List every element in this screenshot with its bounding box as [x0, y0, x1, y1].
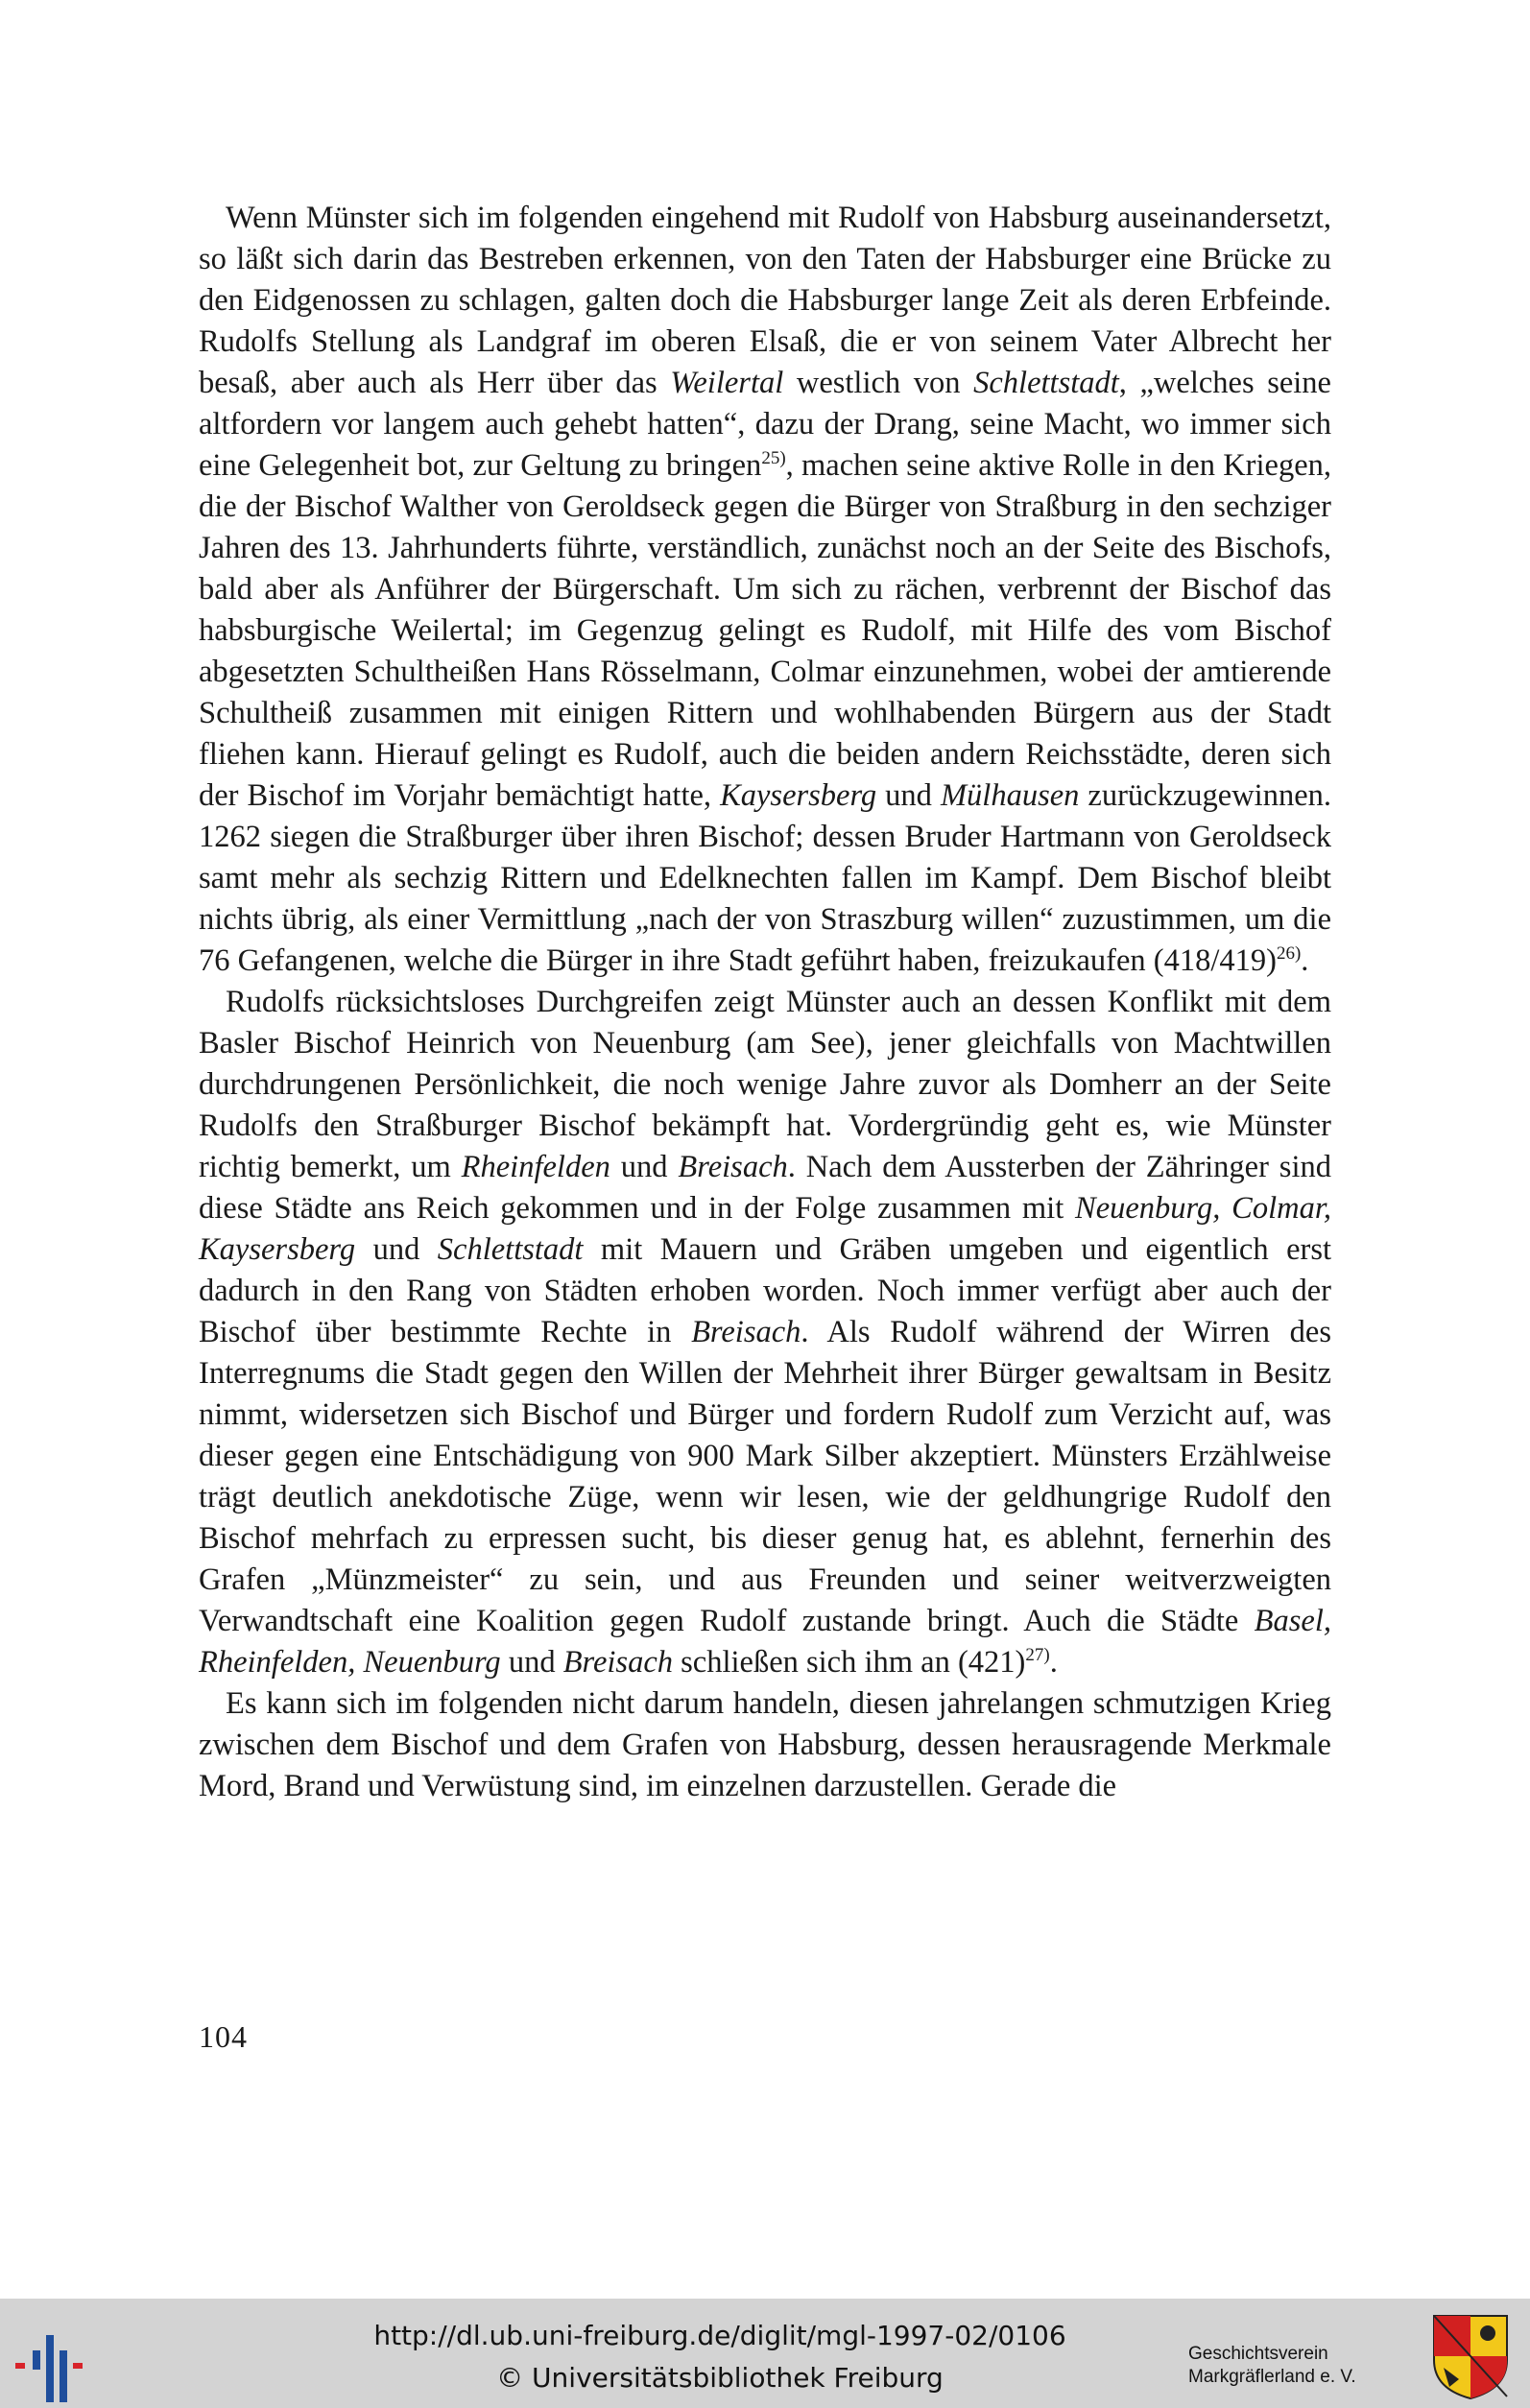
italic-text: Neuenburg, Colmar, Kaysersberg — [199, 1191, 1331, 1267]
paragraph — [199, 982, 1331, 1683]
italic-text: Schlettstadt — [437, 1232, 584, 1267]
text-segment: mit Mauern und Gräben umgeben und eigentlich erst dadurch in den Rang von Städten erhoben worden. Noch immer verfügt aber auch der Bischof über bestimmte Rechte in — [199, 1232, 1331, 1349]
text-segment: westlich von — [783, 366, 974, 400]
italic-text: Basel, Rheinfelden, Neuenburg — [199, 1604, 1331, 1680]
italic-text: Breisach — [562, 1645, 674, 1680]
text-segment: zurückzugewinnen. 1262 siegen die Straßburger über ihren Bischof; dessen Bruder Hartmann von Geroldseck samt mehr als sechzig Rittern und Edelknechten fallen im Kampf. Dem Bischof bleibt nichts übrig, als einer Vermittlung „nach der von Straszburg willen“ zuzustimmen, um die 76 Gefangenen, welche die Bürger in ihre Stadt geführt haben, freizukaufen (418/419) — [199, 778, 1332, 978]
coat-of-arms-icon[interactable] — [1430, 2312, 1511, 2400]
text-segment: . — [1301, 943, 1309, 978]
text-segment: . Als Rudolf während der Wirren des Interregnums die Stadt gegen den Willen der Mehrheit ihrer Bürger gewaltsam in Besitz nimmt, widersetzen sich Bischof und Bürger und fordern Rudolf zum Verzicht auf, was dieser gegen eine Entschädigung von 900 Mark Silber akzeptiert. Münsters Erzählweise trägt deutlich anekdotische Züge, wenn wir lesen, wie der geldhungrige Rudolf den Bischof mehrfach zu erpressen sucht, bis dieser genug hat, es ablehnt, fernerhin des Grafen „Münzmeister“ zu sein, und aus Freunden und seiner weitverzweigten Verwandtschaft eine Koalition gegen Rudolf zustande bringt. Auch die Städte — [199, 1315, 1331, 1638]
italic-text: Weilertal — [670, 366, 784, 400]
paragraph — [199, 198, 1331, 982]
paragraph — [199, 1683, 1331, 1807]
italic-text: Schlettstadt — [973, 366, 1119, 400]
text-segment: und — [355, 1232, 438, 1267]
org-name-line2: Markgräflerland e. V. — [1188, 2367, 1356, 2387]
text-segment: Es kann sich im folgenden nicht darum handeln, diesen jahrelangen schmutzigen Krieg zwischen dem Bischof und dem Grafen von Habsburg, dessen herausragende Merkmale Mord, Brand und Verwüstung sind, im einzelnen darzustellen. Gerade die — [199, 1686, 1331, 1803]
footer-url-link[interactable]: http://dl.ub.uni-freiburg.de/diglit/mgl-1997-02/0106 — [373, 2320, 1066, 2351]
text-segment: und — [500, 1645, 563, 1680]
italic-text: Rheinfelden — [461, 1150, 610, 1184]
text-segment: . Nach dem Aussterben der Zähringer sind diese Städte ans Reich gekommen und in der Folge zusammen mit — [199, 1150, 1331, 1226]
italic-text: Breisach — [678, 1150, 788, 1184]
body-text — [199, 198, 1331, 1807]
footer-organization — [1188, 2343, 1419, 2389]
org-name-line1: Geschichtsverein — [1188, 2344, 1328, 2364]
page-number: 104 — [199, 2019, 248, 2054]
text-segment: Rudolfs rücksichtsloses Durchgreifen zeigt Münster auch an dessen Konflikt mit dem Basler Bischof Heinrich von Neuenburg (am See), jener gleichfalls von Machtwillen durchdrungenen Persönlichkeit, die noch wenige Jahre zuvor als Domherr an der Seite Rudolfs den Straßburger Bischof bekämpft hat. Vordergründig geht es, wie Münster richtig bemerkt, um — [199, 985, 1331, 1184]
text-segment: und — [876, 778, 941, 813]
footnote-ref: 27) — [1025, 1645, 1050, 1666]
text-segment: , machen seine aktive Rolle in den Kriegen, die der Bischof Walther von Geroldseck gegen die Bürger von Straßburg in den sechziger Jahren des 13. Jahrhunderts führte, verständlich, zunächst noch an der Seite des Bischofs, bald aber als Anführer der Bürgerschaft. Um sich zu rächen, verbrennt der Bischof das habsburgische Weilertal; im Gegenzug gelingt es Rudolf, mit Hilfe des vom Bischof abgesetzten Schultheißen Hans Rösselmann, Colmar einzunehmen, wobei der amtierende Schultheiß zusammen mit einigen Rittern und wohlhabenden Bürgern aus der Stadt fliehen kann. Hierauf gelingt es Rudolf, auch die beiden andern Reichsstädte, deren sich der Bischof im Vorjahr bemächtigt hatte, — [199, 448, 1332, 813]
text-segment: , „welches seine altfordern vor langem auch gehebt hatten“, dazu der Drang, seine Macht, wo immer sich eine Gelegenheit bot, zur Geltung zu bringen — [199, 366, 1331, 483]
footer-bar — [0, 2299, 1530, 2408]
text-segment: . — [1049, 1645, 1058, 1680]
text-segment: schließen sich ihm an (421) — [673, 1645, 1026, 1680]
italic-text: Breisach — [691, 1315, 801, 1349]
footnote-ref: 25) — [761, 448, 786, 469]
library-logo-icon[interactable] — [13, 2331, 100, 2408]
italic-text: Mülhausen — [940, 778, 1080, 813]
footer-copyright: © Universitätsbibliothek Freiburg — [496, 2362, 944, 2394]
text-segment: und — [610, 1150, 679, 1184]
italic-text: Kaysersberg — [720, 778, 877, 813]
footnote-ref: 26) — [1276, 943, 1302, 965]
text-segment: Wenn Münster sich im folgenden eingehend mit Rudolf von Habsburg auseinandersetzt, so läßt sich darin das Bestreben erkennen, von den Taten der Habsburger eine Brücke zu den Eidgenossen zu schlagen, galten doch die Habsburger lange Zeit als deren Erbfeinde. Rudolfs Stellung als Landgraf im oberen Elsaß, die er von seinem Vater Albrecht her besaß, aber auch als Herr über das — [199, 201, 1331, 400]
